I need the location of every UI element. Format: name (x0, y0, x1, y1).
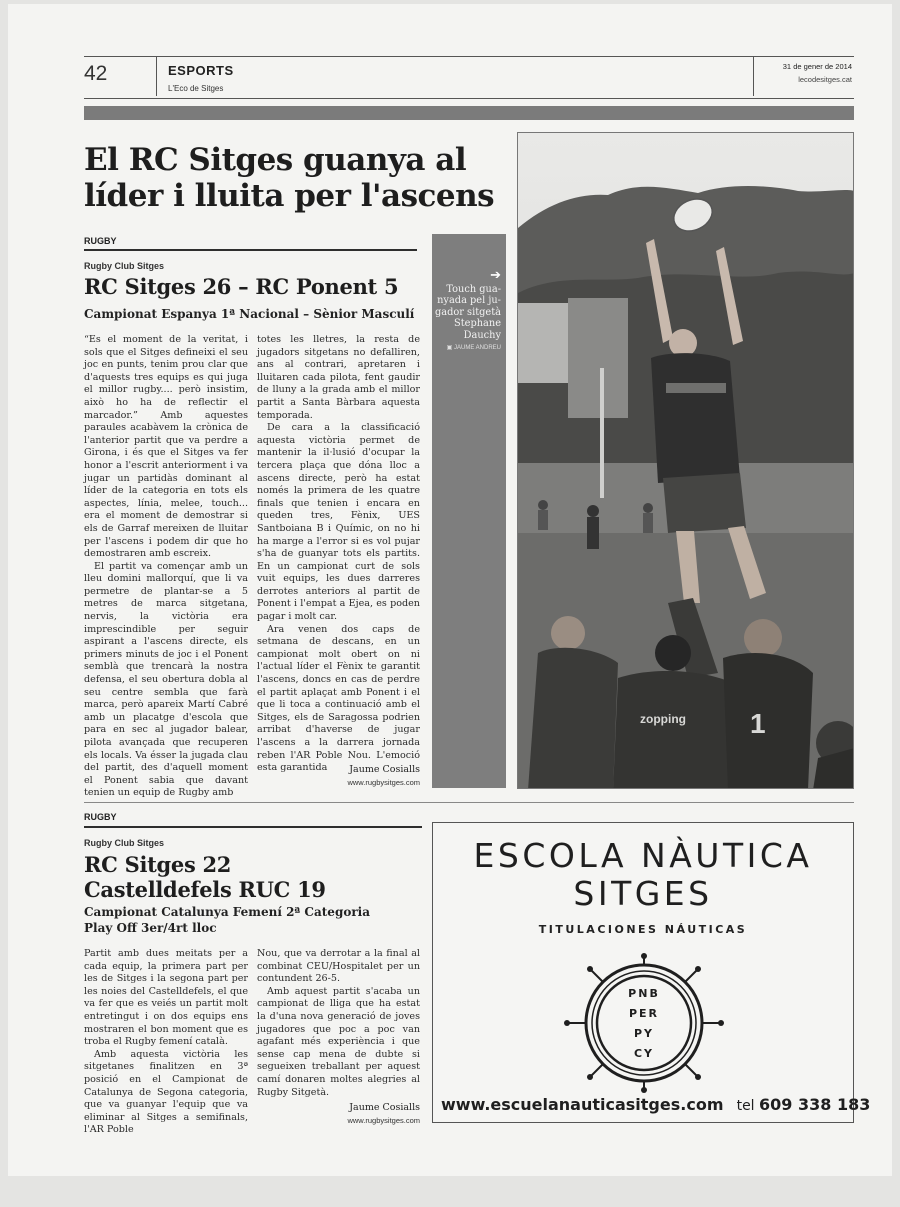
article2-club: Rugby Club Sitges (84, 838, 165, 848)
wheel-text-3: PY (633, 1027, 655, 1040)
article2-column-1 (84, 948, 248, 1137)
article2-score-line-2: Castelldefels RUC 19 (84, 877, 326, 902)
ad-contact (441, 1095, 871, 1114)
article2-competition (84, 904, 424, 936)
wheel-text-4: CY (633, 1047, 655, 1060)
article2-col2-paragraph-2: Amb aquest partit s'acaba un campionat de lliga que ha estat la d'una nova generació de joves jugadores que poc a poc van agafant més experiència i que sense cap mena de dubte si segueixen treballant per aquest camí donaren moltes alegries al Rugby Sitgetà. (257, 985, 420, 1098)
article1-column-1 (84, 334, 248, 800)
header-divider-left (156, 56, 157, 96)
caption-line-1: Touch gua- (446, 283, 501, 295)
ad-website-link[interactable]: www.escuelanauticasitges.com (441, 1095, 724, 1114)
article1-author: Jaume Cosialls (349, 764, 420, 775)
newspaper-page (8, 4, 892, 1176)
photo-credit (432, 341, 506, 351)
caption-arrow: ➔ (490, 268, 501, 283)
wheel-text-1: PNB (628, 987, 660, 1000)
article2-col1-paragraph-1: Partit amb dues meitats per a cada equip, la primera part per les de Sitges i la segona part per les noies del Castelldefels, el que va fer que es veiés un partit molt entretingut i on dos equips ens mostraren el bon moment que es troba el Rugby femení català. (84, 948, 248, 1048)
ad-phone-label: tel (736, 1098, 755, 1114)
ad-title-line-1: ESCOLA NÀUTICA (473, 836, 813, 875)
article1-col2-paragraph-2: De cara a la classificació aquesta victòria permet de mantenir la il·lusió d'ocupar la tercera plaça que dóna lloc a ascens directe, però ha estat només la primera de les quatre finals que tenien i encara en queden tres, Fènix, UES Santboiana B i Químic, on no hi ha marge a l'error si es vol pujar s'ha de guanyar tots els partits. En un campionat curt de sols vuit equips, les dues darreres derrotes anteriors al partit de Ponent i l'empat a Ejea, es poden pagar i molt car. (257, 422, 420, 623)
article2-col1-paragraph-2: Amb aquesta victòria les sitgetanes finalitzen en 3ª posició en el Campionat de Catalunya de Segona categoria, que va guanyar l'equip que va eliminar al Sitges a semifinals, l'AR Poble (84, 1048, 248, 1136)
caption-line-3: gador sitgetà (434, 306, 501, 318)
article1-col1-paragraph-2: El partit va començar amb un lleu domini mallorquí, que li va permetre de plantar-se a 5 metres de marca sitgetana, nervis, la victòria era imprescindible per seguir aspirant a l'ascens directe, els primers minuts de joc i el Ponent semblà que trencarà la nostra defensa, el seu obertura dobla al seu centre sembla que farà marca, però apareix Martí Cabré amb un placatge d'escola que para en sec al jugador balear, pilota avançada que recuperen els locals. Va ésser la jugada clau del partit, des d'aquell moment el Ponent sabia que davant tenien un equip de Rugby amb (84, 560, 248, 799)
article2-author: Jaume Cosialls (349, 1102, 420, 1113)
photo-credit-name: JAUME ANDREU (453, 345, 501, 351)
section-title: ESPORTS (168, 63, 234, 78)
article1-col2-paragraph-3: Ara venen dos caps de setmana de descans, en un campionat molt obert on ni l'actual líder el Fènix te garantit l'ascens, doncs en cas de perdre el partit aplaçat amb Ponent i el que li toca a continuació amb el Sitges, els de Saragossa podrien arribat d'haverse de jugar l'ascens a la darrera jornada reben l'AR Poble Nou. L'emoció esta garantida (257, 623, 420, 774)
caption-line-2: nyada pel ju- (437, 295, 501, 306)
article1-club: Rugby Club Sitges (84, 261, 165, 271)
photo-jersey-number: 1 (750, 708, 766, 739)
article2-section-tag: RUGBY (84, 812, 117, 822)
ships-wheel-icon (564, 953, 724, 1093)
article1-rule (84, 249, 417, 251)
article1-col1-paragraph-1: “Es el moment de la veritat, i sols que el Sitges defineixi el seu joc en punts, tenim prou clar que d'aquests tres equips es qui juga el millor rugby.... però insistim, això ho ha de reflectir el marcador.” Amb aquestes paraules acabàvem la crònica de l'anterior partit que va perdre a Girona, i és que el Sitges va fer honor a l'escrit anteriorment i va jugar un partidàs dominant al líder de la categoria en tots els aspectes, línia, melee, touch... era el moment de demostrar si els de Garraf mereixen de lluitar per l'ascens i podem dir que ho demostraren amb escreix. (84, 334, 248, 560)
header-divider-right (753, 56, 754, 96)
article1-site: www.rugbysitges.com (347, 778, 420, 787)
nautical-school-advert (432, 822, 871, 1123)
photo-illustration (518, 133, 854, 789)
article1-competition: Campionat Espanya 1ª Nacional – Sènior Masculí (84, 307, 415, 321)
article1-col2-paragraph-1: totes les lletres, la resta de jugadors sitgetans no defalliren, ans al contrari, apretaren i lluitaren cada pilota, fent gaudir de lluny a la grada amb el millor partit a Santa Bàrbara aquesta temporada. (257, 334, 420, 421)
publication-name: L'Eco de Sitges (168, 84, 224, 93)
article2-rule (84, 826, 422, 828)
ad-title (433, 837, 853, 913)
issue-date: 31 de gener de 2014 (782, 62, 852, 71)
article1-section-tag: RUGBY (84, 236, 117, 246)
article2-competition-line-2: Play Off 3er/4rt lloc (84, 921, 217, 935)
photo-jersey-sponsor: zopping (640, 712, 686, 726)
header-grey-band (84, 106, 854, 120)
caption-line-4: Stephane (454, 318, 501, 329)
article2-score-title (84, 852, 424, 902)
article1-column-2 (257, 334, 420, 775)
article2-column-2 (257, 948, 420, 1099)
ad-subtitle: TITULACIONES NÁUTICAS (538, 923, 748, 936)
rugby-lineout-photo (517, 132, 854, 789)
camera-icon: ▣ (446, 345, 453, 351)
caption-line-5: Dauchy (463, 329, 501, 341)
wheel-text-2: PER (628, 1007, 660, 1020)
article-separator (84, 802, 854, 803)
headline-line-1: El RC Sitges guanya al (84, 142, 467, 178)
photo-caption-column (432, 234, 506, 788)
article1-score-title: RC Sitges 26 – RC Ponent 5 (84, 274, 399, 299)
headline-line-2: líder i lluita per l'ascens (84, 178, 495, 214)
ad-title-line-2: SITGES (573, 874, 713, 913)
article2-competition-line-1: Campionat Catalunya Femení 2ª Categoria (84, 905, 370, 919)
article2-col2-paragraph-1: Nou, que va derrotar a la final al combinat CEU/Hospitalet per un contundent 26-5. (257, 948, 420, 985)
article1-headline (84, 142, 504, 214)
header-top-rule (84, 56, 854, 57)
ad-phone (736, 1095, 871, 1114)
article2-score-line-1: RC Sitges 22 (84, 852, 232, 877)
header-bottom-rule (84, 98, 854, 99)
article2-site: www.rugbysitges.com (347, 1116, 420, 1125)
header-website: lecodesitges.cat (798, 75, 852, 84)
page-number: 42 (84, 62, 108, 85)
ad-phone-number: 609 338 183 (759, 1095, 871, 1114)
photo-caption (432, 282, 506, 342)
